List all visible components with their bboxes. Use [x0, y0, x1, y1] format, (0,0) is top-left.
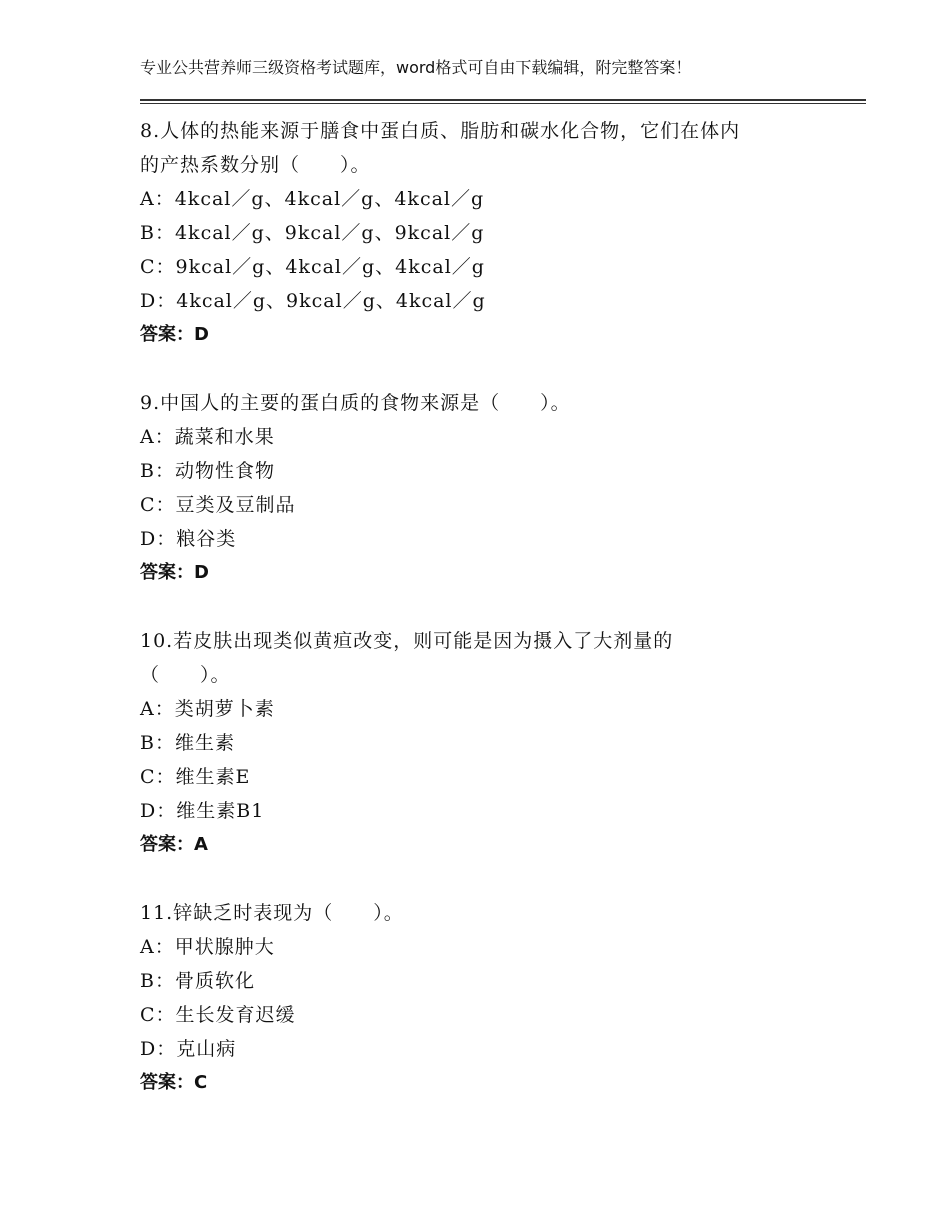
option-c: C：维生素E	[140, 766, 251, 788]
question-stem: 8.人体的热能来源于膳食中蛋白质、脂肪和碳水化合物，它们在体内	[140, 120, 741, 142]
option-a: A：4kcal／g、4kcal／g、4kcal／g	[140, 188, 485, 210]
option-a: A：甲状腺肿大	[140, 936, 275, 958]
option-c: C：生长发育迟缓	[140, 1004, 296, 1026]
option-c: C：9kcal／g、4kcal／g、4kcal／g	[140, 256, 485, 278]
question-11	[140, 896, 840, 1100]
question-9	[140, 386, 840, 590]
question-8	[140, 114, 840, 352]
question-stem: 10.若皮肤出现类似黄疸改变，则可能是因为摄入了大剂量的	[140, 630, 674, 652]
page-header: 专业公共营养师三级资格考试题库，word格式可自由下载编辑，附完整答案！	[140, 58, 692, 77]
option-d: D：维生素B1	[140, 800, 265, 822]
option-b: B：动物性食物	[140, 460, 275, 482]
option-b: B：骨质软化	[140, 970, 255, 992]
answer-label: 答案：C	[140, 1072, 208, 1093]
question-stem: 11.锌缺乏时表现为（ ）。	[140, 902, 404, 924]
question-10	[140, 624, 840, 862]
question-stem: 的产热系数分别（ ）。	[140, 154, 371, 176]
option-b: B：4kcal／g、9kcal／g、9kcal／g	[140, 222, 485, 244]
option-d: D：克山病	[140, 1038, 237, 1060]
question-list	[140, 114, 840, 1134]
answer-label: 答案：D	[140, 324, 209, 345]
option-b: B：维生素	[140, 732, 235, 754]
option-d: D：4kcal／g、9kcal／g、4kcal／g	[140, 290, 486, 312]
answer-label: 答案：D	[140, 562, 209, 583]
option-a: A：类胡萝卜素	[140, 698, 275, 720]
answer-label: 答案：A	[140, 834, 208, 855]
question-stem: （ ）。	[140, 664, 231, 686]
question-stem: 9.中国人的主要的蛋白质的食物来源是（ ）。	[140, 392, 571, 414]
option-c: C：豆类及豆制品	[140, 494, 296, 516]
header-rule-thin	[140, 103, 866, 104]
option-a: A：蔬菜和水果	[140, 426, 275, 448]
header-rule-thick	[140, 99, 866, 101]
option-d: D：粮谷类	[140, 528, 237, 550]
